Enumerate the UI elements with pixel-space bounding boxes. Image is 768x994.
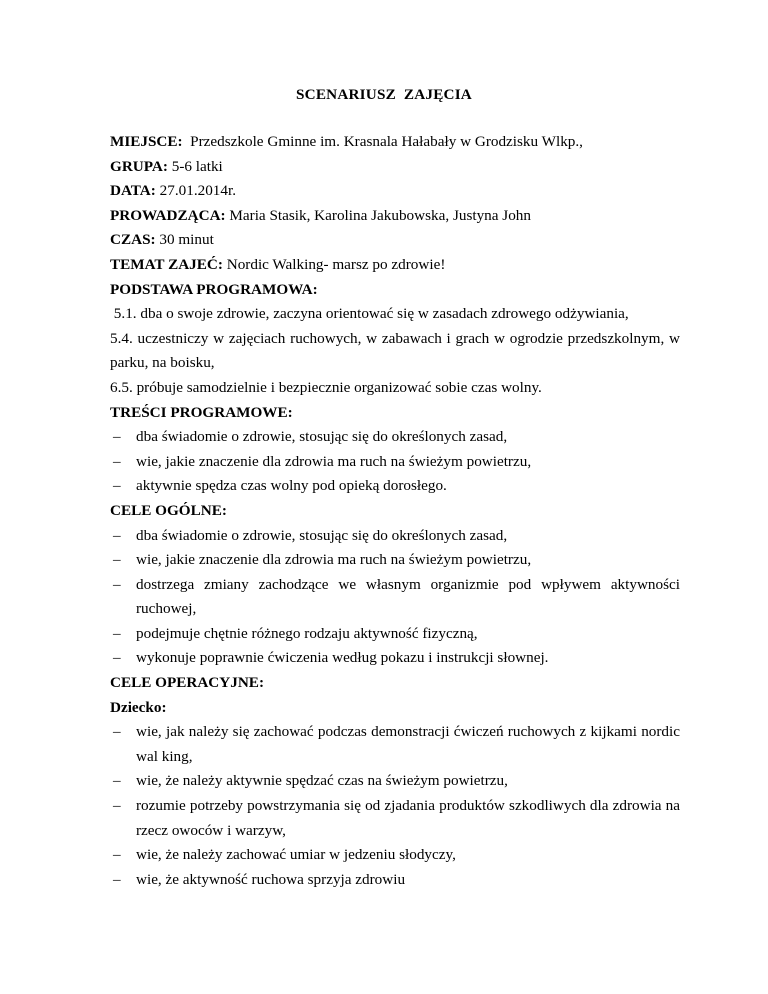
field-label: PROWADZĄCA: (110, 206, 226, 224)
field-value: Maria Stasik, Karolina Jakubowska, Justyna John (225, 206, 531, 224)
dash-bullet-icon: – (113, 649, 121, 667)
field-data (110, 179, 680, 204)
dash-bullet-icon: – (113, 846, 121, 864)
dash-bullet-icon: – (113, 772, 121, 790)
field-value: Nordic Walking- marsz po zdrowie! (222, 255, 446, 273)
list-item-text: dba świadomie o zdrowie, stosując się do określonych zasad, (136, 428, 508, 446)
dash-bullet-icon: – (113, 723, 121, 741)
list-item (110, 474, 680, 499)
podstawa-item: 5.1. dba o swoje zdrowie, zaczyna orientować się w zasadach zdrowego odżywiania, (110, 305, 629, 323)
list-item-text: aktywnie spędza czas wolny pod opieką dorosłego. (136, 477, 447, 495)
list-item-text: wie, jak należy się zachować podczas demonstracji ćwiczeń ruchowych z kijkami nordic wal king, (136, 723, 680, 765)
field-grupa (110, 155, 680, 180)
dash-bullet-icon: – (113, 575, 121, 593)
field-value: 5-6 latki (167, 157, 223, 175)
document-body (110, 130, 680, 892)
field-label: DATA: (110, 182, 156, 200)
cele-operacyjne-list (110, 720, 680, 892)
list-item-text: wie, jakie znaczenie dla zdrowia ma ruch na świeżym powietrzu, (136, 551, 532, 569)
tresci-list (110, 425, 680, 499)
list-item-text: wie, jakie znaczenie dla zdrowia ma ruch na świeżym powietrzu, (136, 452, 532, 470)
dash-bullet-icon: – (113, 428, 121, 446)
list-item (110, 646, 680, 671)
list-item (110, 843, 680, 868)
dash-bullet-icon: – (113, 526, 121, 544)
field-label: TEMAT ZAJEĆ: (110, 255, 223, 273)
section-heading-podstawa: PODSTAWA PROGRAMOWA: (110, 280, 318, 298)
dash-bullet-icon: – (113, 551, 121, 569)
list-item-text: rozumie potrzeby powstrzymania się od zjadania produktów szkodliwych dla zdrowia na rzecz owoców i warzyw, (136, 797, 680, 839)
dash-bullet-icon: – (113, 477, 121, 495)
list-item-text: wie, że aktywność ruchowa sprzyja zdrowiu (136, 870, 406, 888)
field-value: Przedszkole Gminne im. Krasnala Hałabały w Grodzisku Wlkp., (182, 133, 583, 150)
list-item (110, 868, 680, 893)
document-title: SCENARIUSZ ZAJĘCIA (296, 86, 472, 103)
list-item (110, 769, 680, 794)
cele-ogolne-list (110, 524, 680, 672)
list-item-text: wie, że należy zachować umiar w jedzeniu słodyczy, (136, 846, 456, 864)
field-temat (110, 253, 680, 278)
list-item-text: podejmuje chętnie różnego rodzaju aktywność fizyczną, (136, 624, 478, 642)
subheading-dziecko: Dziecko: (110, 698, 167, 716)
field-czas (110, 228, 680, 253)
field-label: GRUPA: (110, 157, 168, 175)
list-item (110, 425, 680, 450)
podstawa-item: 6.5. próbuje samodzielnie i bezpiecznie organizować sobie czas wolny. (110, 378, 542, 396)
list-item (110, 720, 680, 769)
field-prowadzaca (110, 204, 680, 229)
list-item (110, 794, 680, 843)
field-label: CZAS: (110, 231, 156, 249)
list-item (110, 622, 680, 647)
dash-bullet-icon: – (113, 624, 121, 642)
list-item-text: wykonuje poprawnie ćwiczenia według pokazu i instrukcji słownej. (136, 649, 549, 667)
field-miejsce (110, 130, 680, 155)
list-item-text: wie, że należy aktywnie spędzać czas na świeżym powietrzu, (136, 772, 508, 790)
list-item-text: dostrzega zmiany zachodzące we własnym organizmie pod wpływem aktywności ruchowej, (136, 575, 680, 618)
list-item (110, 573, 680, 622)
dash-bullet-icon: – (113, 797, 121, 815)
list-item-text: dba świadomie o zdrowie, stosując się do określonych zasad, (136, 526, 508, 544)
list-item (110, 524, 680, 549)
field-label: MIEJSCE: (110, 133, 183, 150)
dash-bullet-icon: – (113, 870, 121, 888)
section-heading-cele-ogolne: CELE OGÓLNE: (110, 501, 227, 519)
section-heading-tresci: TREŚCI PROGRAMOWE: (110, 403, 293, 421)
dash-bullet-icon: – (113, 452, 121, 470)
podstawa-item: 5.4. uczestniczy w zajęciach ruchowych, w zabawach i grach w ogrodzie przedszkolnym, w parku, na boisku, (110, 329, 680, 372)
field-value: 30 minut (155, 231, 214, 249)
field-value: 27.01.2014r. (155, 182, 237, 200)
list-item (110, 450, 680, 475)
section-heading-cele-operacyjne: CELE OPERACYJNE: (110, 674, 264, 692)
list-item (110, 548, 680, 573)
